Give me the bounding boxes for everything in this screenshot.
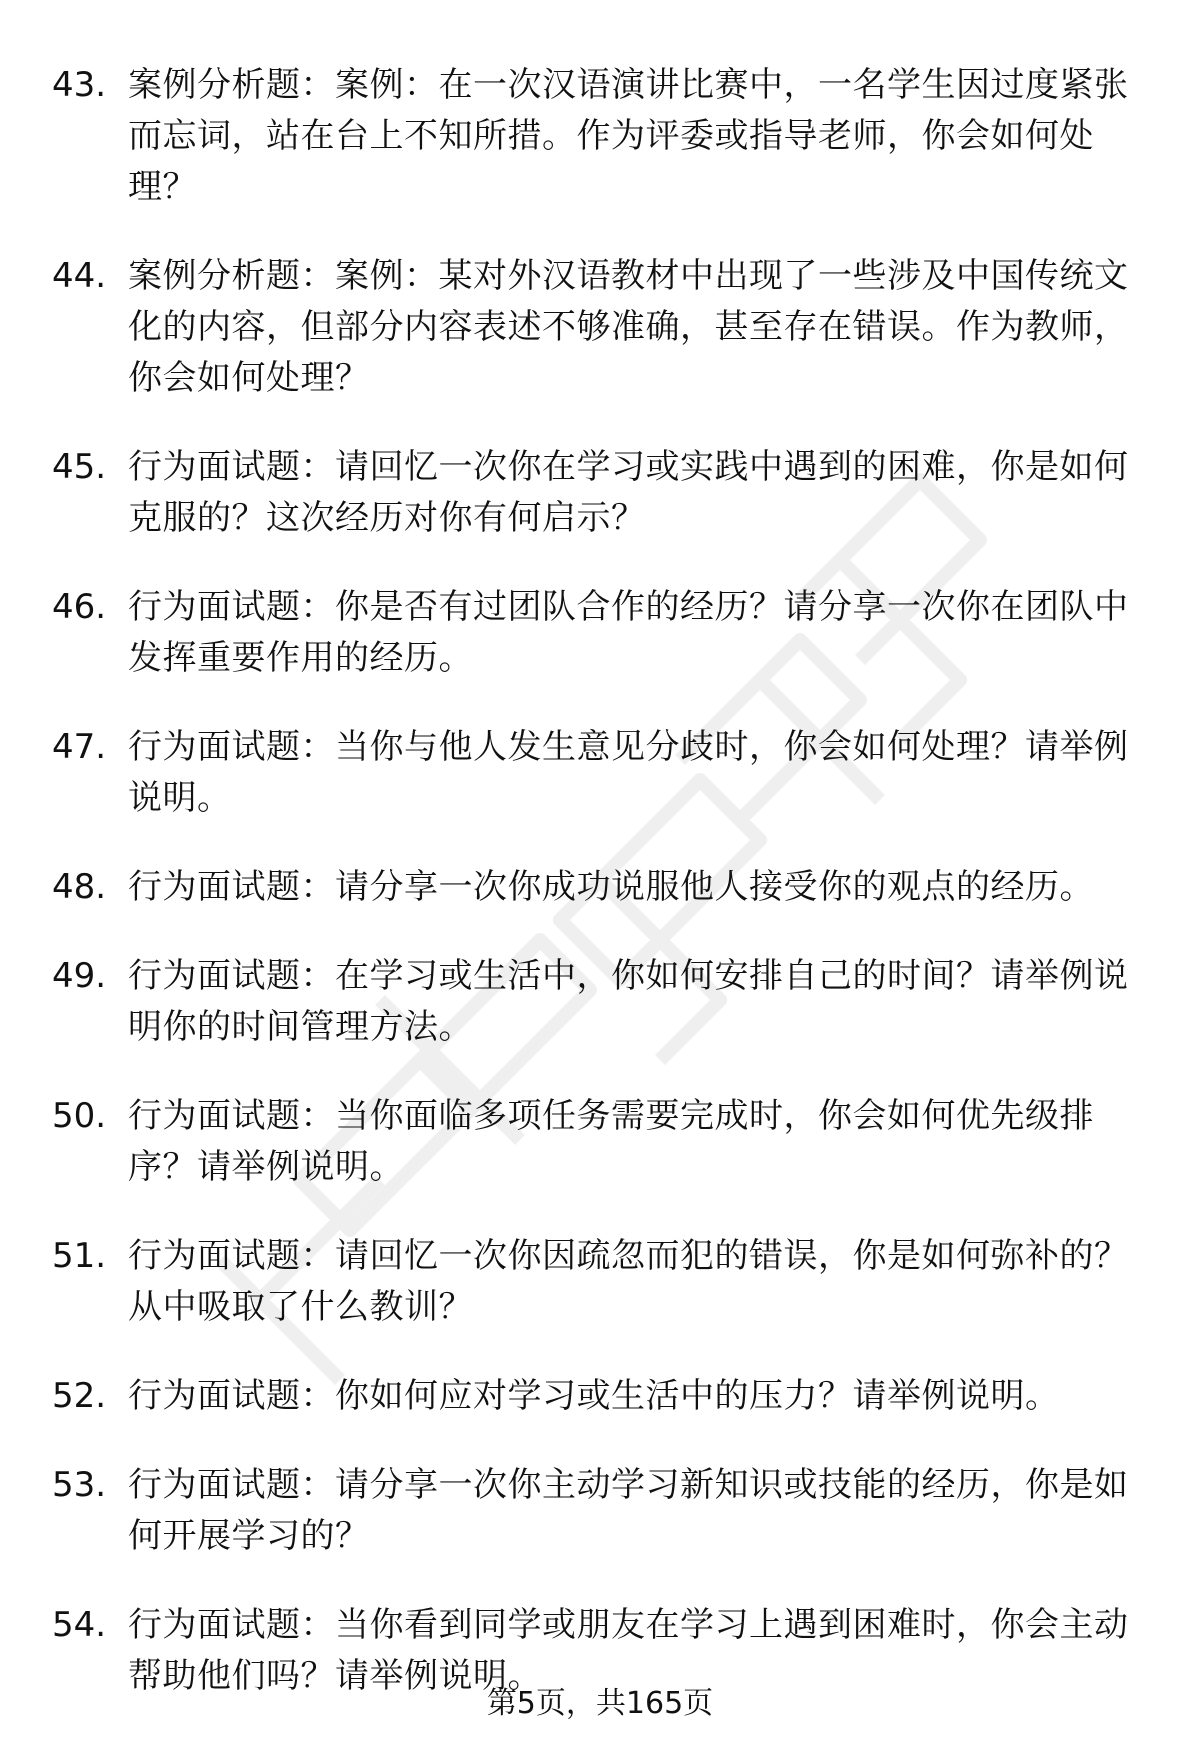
question-text: 行为面试题：当你与他人发生意见分歧时，你会如何处理？请举例说明。 [128,727,1129,818]
question-text: 行为面试题：你是否有过团队合作的经历？请分享一次你在团队中发挥重要作用的经历。 [128,587,1129,678]
question-number: 45. [52,447,107,487]
question-item [0,60,1200,213]
page-footer: 第5页，共165页 [486,1686,714,1721]
question-item [0,722,1200,824]
question-number: 52. [52,1376,107,1416]
question-text: 行为面试题：当你看到同学或朋友在学习上遇到困难时，你会主动帮助他们吗？请举例说明。 [128,1605,1129,1696]
question-number: 53. [52,1465,107,1505]
question-item [0,862,1200,913]
question-item [0,1371,1200,1422]
question-number: 47. [52,727,107,767]
question-number: 50. [52,1096,107,1136]
question-item [0,442,1200,544]
question-item [0,1091,1200,1193]
question-list [0,60,1200,1740]
question-number: 49. [52,956,107,996]
question-text: 行为面试题：请分享一次你主动学习新知识或技能的经历，你是如何开展学习的？ [128,1465,1129,1556]
question-number: 51. [52,1236,107,1276]
question-text: 行为面试题：当你面临多项任务需要完成时，你会如何优先级排序？请举例说明。 [128,1096,1094,1187]
question-item [0,1460,1200,1562]
question-number: 54. [52,1605,107,1645]
question-text: 行为面试题：在学习或生活中，你如何安排自己的时间？请举例说明你的时间管理方法。 [128,956,1129,1047]
question-text: 行为面试题：你如何应对学习或生活中的压力？请举例说明。 [128,1376,1060,1416]
question-text: 行为面试题：请回忆一次你因疏忽而犯的错误，你是如何弥补的？从中吸取了什么教训？ [128,1236,1129,1327]
question-text: 行为面试题：请回忆一次你在学习或实践中遇到的困难，你是如何克服的？这次经历对你有何启示？ [128,447,1129,538]
question-item [0,251,1200,404]
question-text: 案例分析题：案例：某对外汉语教材中出现了一些涉及中国传统文化的内容，但部分内容表述不够准确，甚至存在错误。作为教师，你会如何处理？ [128,256,1129,398]
question-number: 43. [52,65,107,105]
question-number: 44. [52,256,107,296]
question-text: 行为面试题：请分享一次你成功说服他人接受你的观点的经历。 [128,867,1094,907]
question-item [0,582,1200,684]
question-text: 案例分析题：案例：在一次汉语演讲比赛中，一名学生因过度紧张而忘词，站在台上不知所措。作为评委或指导老师，你会如何处理？ [128,65,1129,207]
question-number: 48. [52,867,107,907]
question-item [0,1231,1200,1333]
question-item [0,951,1200,1053]
question-number: 46. [52,587,107,627]
